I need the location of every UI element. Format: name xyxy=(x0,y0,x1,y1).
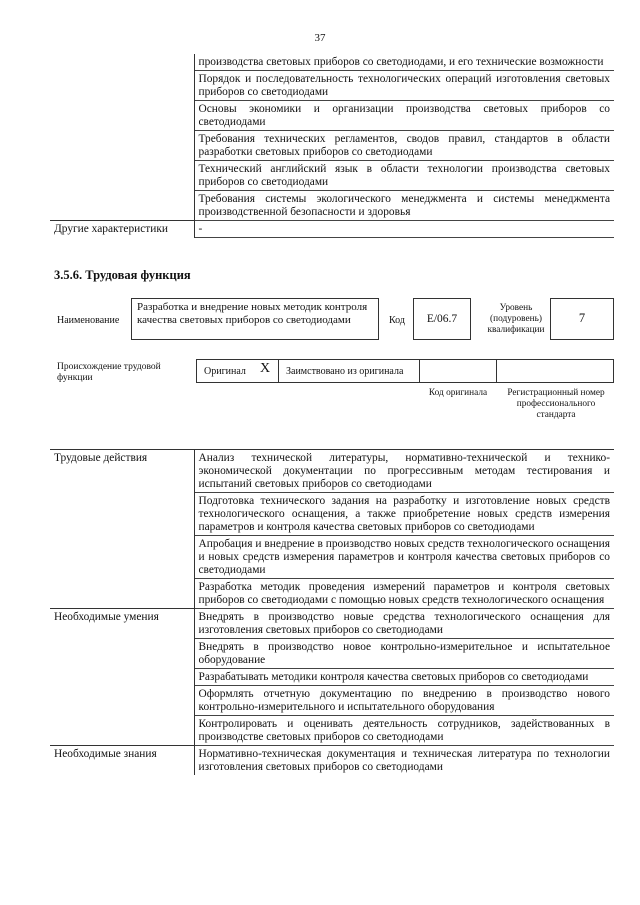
original-checkmark: X xyxy=(260,361,271,376)
required-knowledge-label: Необходимые знания xyxy=(50,746,194,776)
label-cell-empty xyxy=(50,161,194,191)
section-heading: 3.5.6. Трудовая функция xyxy=(54,268,191,282)
reg-number-caption: Регистрационный номер профессионального стандарта xyxy=(507,388,605,420)
knowledge-item: Технический английский язык в области технологии производства световых приборов со светодиодами xyxy=(194,161,614,191)
other-characteristics-value: - xyxy=(194,221,614,238)
page-number: 37 xyxy=(314,32,326,44)
reg-number-box xyxy=(496,359,614,383)
label-cell-empty xyxy=(50,54,194,71)
labor-action-item: Разработка методик проведения измерений параметров и контроля световых приборов со светодиодами с помощью новых средств технологического оснащения xyxy=(194,579,614,609)
label-cell-empty xyxy=(50,101,194,131)
knowledge-item: Порядок и последовательность технологических операций изготовления световых приборов со светодиодами xyxy=(194,71,614,101)
requirements-table-continued xyxy=(50,54,614,238)
qualification-level-box: 7 xyxy=(550,298,614,340)
skill-item: Контролировать и оценивать деятельность сотрудников, задействованных в производстве световых приборов со светодиодами xyxy=(194,716,614,746)
original-label: Оригинал xyxy=(204,366,246,377)
labor-actions-label: Трудовые действия xyxy=(50,450,194,609)
qualification-level-label: Уровень (подуровень) квалификации xyxy=(487,303,545,335)
skill-item: Разрабатывать методики контроля качества световых приборов со светодиодами xyxy=(194,669,614,686)
skill-item: Внедрять в производство новые средства технологического оснащения для изготовления световых приборов со светодиодами xyxy=(194,609,614,639)
label-cell-empty xyxy=(50,191,194,221)
labor-action-item: Апробация и внедрение в производство новых средств технологического оснащения и новых средств измерения параметров и контроля качества световых приборов со светодиодами xyxy=(194,536,614,579)
origin-label: Происхождение трудовой функции xyxy=(57,362,161,383)
labor-action-item: Анализ технической литературы, нормативно-технической и технико-экономической документации по прогрессивным методам тестирования и испытаний световых приборов со светодиодами xyxy=(194,450,614,493)
function-requirements-table xyxy=(50,449,614,775)
knowledge-item: Требования системы экологического менеджмента и системы менеджмента производственной безопасности и здоровья xyxy=(194,191,614,221)
other-characteristics-label: Другие характеристики xyxy=(50,221,194,238)
original-cell xyxy=(196,359,279,383)
skill-item: Оформлять отчетную документацию по внедрению в производство нового контрольно-измерительного и испытательного оборудования xyxy=(194,686,614,716)
code-label: Код xyxy=(389,315,405,326)
required-skills-label: Необходимые умения xyxy=(50,609,194,746)
label-cell-empty xyxy=(50,131,194,161)
knowledge-item: Требования технических регламентов, сводов правил, стандартов в области разработки световых приборов со светодиодами xyxy=(194,131,614,161)
knowledge-item: Основы экономики и организации производства световых приборов со светодиодами xyxy=(194,101,614,131)
borrowed-cell: Заимствовано из оригинала xyxy=(278,359,420,383)
code-original-box xyxy=(419,359,497,383)
code-value-box: E/06.7 xyxy=(413,298,471,340)
function-name-box: Разработка и внедрение новых методик контроля качества световых приборов со светодиодами xyxy=(131,298,379,340)
labor-action-item: Подготовка технического задания на разработку и изготовление новых средств технологического оснащения, а также приобретение новых средств измерения параметров и контроля качества световых приборов со светодиодами xyxy=(194,493,614,536)
knowledge-item: Нормативно-техническая документация и техническая литература по технологии изготовления световых приборов со светодиодами xyxy=(194,746,614,776)
code-original-caption: Код оригинала xyxy=(428,388,488,398)
skill-item: Внедрять в производство новое контрольно-измерительное и испытательное оборудование xyxy=(194,639,614,669)
knowledge-item: производства световых приборов со светодиодами, и его технические возможности xyxy=(194,54,614,71)
label-cell-empty xyxy=(50,71,194,101)
name-label: Наименование xyxy=(57,315,120,326)
